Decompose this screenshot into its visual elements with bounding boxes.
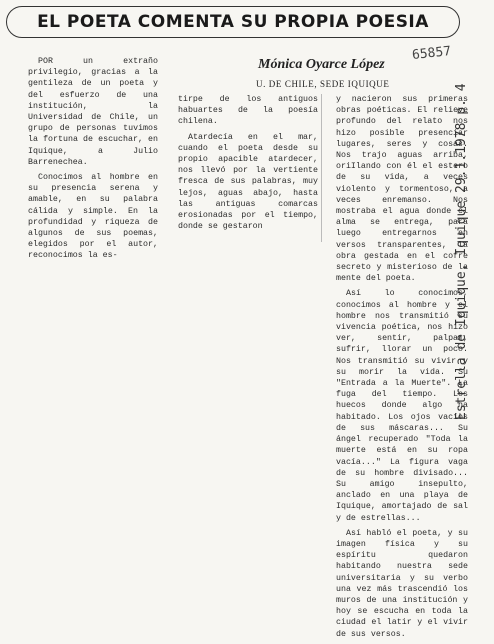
article-column-2 bbox=[178, 94, 318, 236]
handwritten-margin-note: Estrella de Iquique, Iquique 29.1.1978 p. 4 bbox=[454, 83, 469, 420]
column-3-paragraph-3: Así habló el poeta, y su imagen física y su espíritu quedaron habitando nuestra sede universitaria y su verbo una vez más trascendió los muros de una institución y hoy se escucha en toda la ciudad el latir y el vivir de sus versos. bbox=[336, 528, 468, 639]
article-column-1 bbox=[28, 56, 158, 266]
byline-affiliation: U. DE CHILE, SEDE IQUIQUE bbox=[256, 79, 390, 89]
column-2-paragraph-1: tirpe de los antiguos habuartes de la poesía chilena. bbox=[178, 95, 318, 127]
column-1-paragraph-2: Conocimos al hombre en su presencia serena y amable, en su palabra cálida y simple. En la profundidad y riqueza de algunos de sus poemas, elegidos por el autor, reconocimos la es- bbox=[28, 173, 158, 261]
column-2-paragraph-2: Atardecía en el mar, cuando el poeta desde su propio apacible atardecer, nos llevó por la vertiente fresca de sus palabras, muy lejos, aguas abajo, hasta las antiguas comarcas erosionadas por el tiempo, donde se gestaron bbox=[178, 132, 318, 232]
handwritten-reference-code: 65857 bbox=[411, 43, 452, 64]
column-3-paragraph-2: Así lo conocimos, conocimos al hombre y el hombre nos transmitió su vivencia poética, nos hizo ver, sentir, palpar, sufrir, llorar un poco. Nos transmitió su vivir y su morir la vida. Su "Entrada a la Muerte". La fuga del tiempo. Los huecos donde algo ha habitado. Los ojos vacíos de sus máscaras... Su ángel recuperado "Toda la muerte está en su ropa vacía..." La figura vaga de su hombre divisado... Su amigo insepulto, anclado en una playa de Iquique, amortajado de sal y de estrellas... bbox=[336, 289, 468, 523]
byline-author: Mónica Oyarce López bbox=[258, 57, 385, 72]
article-column-3 bbox=[336, 94, 468, 644]
headline-banner bbox=[6, 6, 460, 38]
column-1-paragraph-1: POR un extraño privilegio, gracias a la gentileza de un poeta y del esfuerzo de una institución, la Universidad de Chile, un grupo de personas tuvimos la fortuna de escuchar, en Iquique, a Julio Barrenechea. bbox=[28, 57, 158, 167]
column-divider bbox=[321, 94, 322, 242]
headline: EL POETA COMENTA SU PROPIA POESIA bbox=[37, 12, 429, 32]
column-3-paragraph-1: y nacieron sus primeras obras poéticas. El relieve profundo del relato nos hizo posible presenciar lugares, seres y cosas. Nos trajo aguas arriba, oriIlando con él el estero de su vida, a veces violento y tormentoso, a veces enremanso. Nos mostraba el agua donde el alma se entrega, para luego entregarnos en versos transparentes, la obra gestada en el cofre secreto y misterioso de la mente del poeta. bbox=[336, 95, 468, 284]
